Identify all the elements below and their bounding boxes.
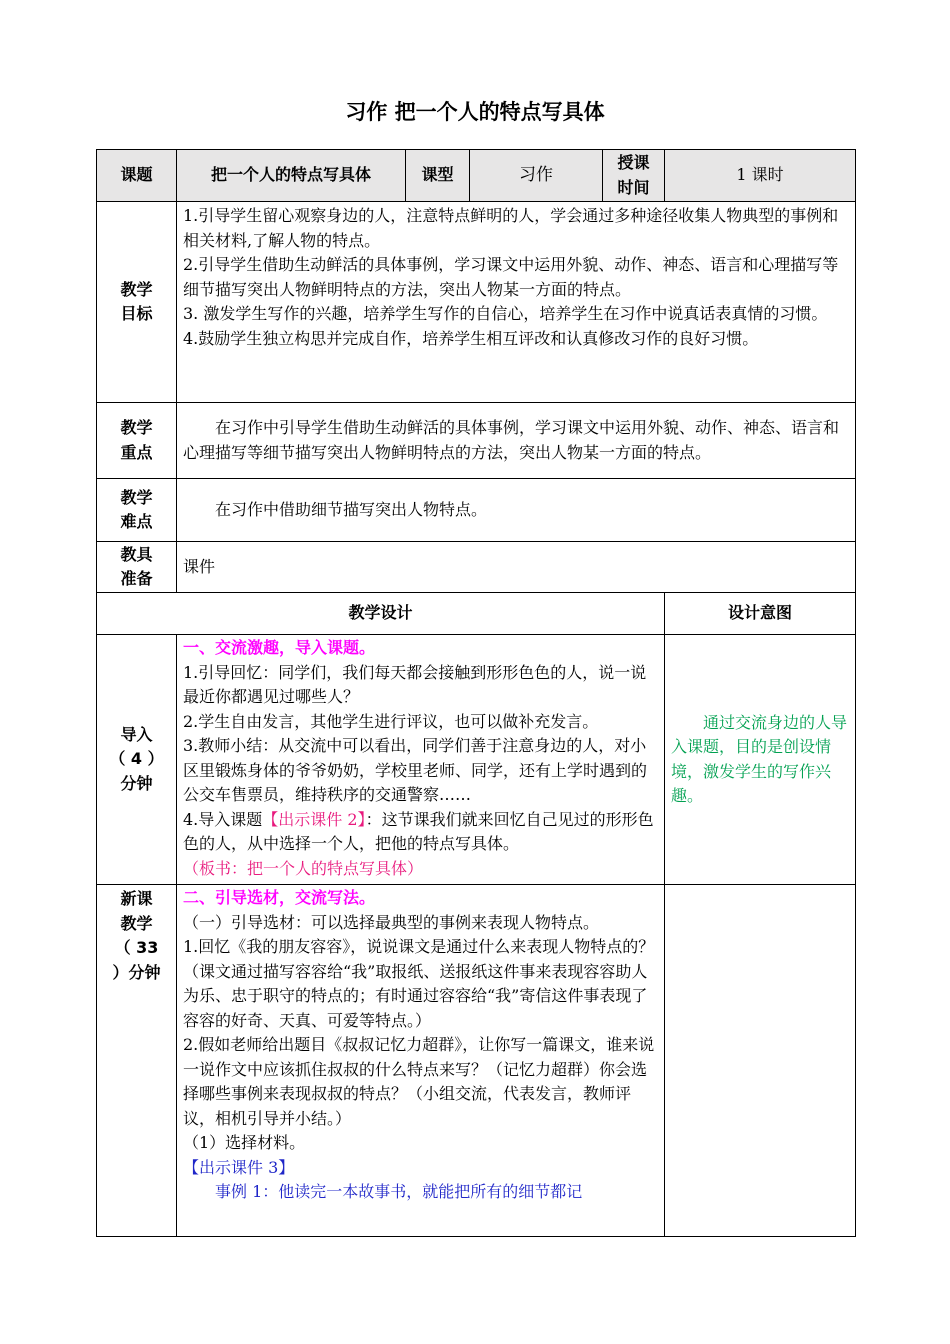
time-value: 1 课时 xyxy=(665,150,856,202)
topic-value: 把一个人的特点写具体 xyxy=(177,150,406,202)
goal-item: 4.鼓励学生独立构思并完成自作，培养学生相互评改和认真修改习作的良好习惯。 xyxy=(183,328,759,348)
header-row xyxy=(97,150,856,202)
intro-content: 一、交流激趣，导入课题。 1.引导回忆：同学们，我们每天都会接触到形形色色的人，说一说最近你都遇见过哪些人？ 2.学生自由发言，其他学生进行评议，也可以做补充发言。 3.教师小结：从交流中可以看出，同学们善于注意身边的人，对小区里锻炼身体的爷爷奶奶，学校里老师、同学，还有上学时遇到的公交车售票员，维持秩序的交通警察…… 4.导入课题【出示课件 2】：这节课我们就来回忆自己见过的形形色色的人，从中选择一个人，把他的特点写具体。 （板书：把一个人的特点写具体） xyxy=(177,635,665,885)
intent-column-header: 设计意图 xyxy=(665,593,856,635)
type-label: 课型 xyxy=(406,150,470,202)
newlesson-heading: 二、引导选材，交流写法。 xyxy=(183,888,376,907)
board-note: （板书：把一个人的特点写具体） xyxy=(183,858,424,878)
design-header-row xyxy=(97,593,856,635)
courseware-tag: 【出示课件 3】 xyxy=(183,1157,295,1177)
difficulty-row xyxy=(97,479,856,542)
newlesson-intent xyxy=(665,885,856,1237)
tools-content: 课件 xyxy=(177,542,856,593)
newlesson-content: 二、引导选材，交流写法。 （一）引导选材：可以选择最典型的事例来表现人物特点。 1.回忆《我的朋友容容》，说说课文是通过什么来表现人物特点的？（课文通过描写容容给“我”取报纸、送报纸这件事来表现容容助人为乐、忠于职守的特点的；有时通过容容给“我”寄信这件事表现了容容的好奇、天真、可爱等特点。） 2.假如老师给出题目《叔叔记忆力超群》，让你写一篇课文，谁来说一说作文中应该抓住叔叔的什么特点来写？（记忆力超群）你会选择哪些事例来表现叔叔的特点？（小组交流，代表发言，教师评议，相机引导并小结。） （1）选择材料。 【出示课件 3】 事例 1：他读完一本故事书，就能把所有的细节都记 xyxy=(177,885,665,1237)
intro-heading: 一、交流激趣，导入课题。 xyxy=(183,638,376,657)
tools-label: 教具 准备 xyxy=(97,542,177,593)
newlesson-label: 新课 教学 （ 33 ）分钟 xyxy=(97,885,177,1237)
newlesson-row xyxy=(97,885,856,1237)
type-value: 习作 xyxy=(470,150,603,202)
goal-item: 3. 激发学生写作的兴趣，培养学生写作的自信心，培养学生在习作中说真话表真情的习惯。 xyxy=(183,304,828,323)
difficulty-label: 教学 难点 xyxy=(97,479,177,542)
focus-label: 教学 重点 xyxy=(97,403,177,479)
focus-content: 在习作中引导学生借助生动鲜活的具体事例，学习课文中运用外貌、动作、神态、语言和心理描写等细节描写突出人物鲜明特点的方法，突出人物某一方面的特点。 xyxy=(177,403,856,479)
design-column-header: 教学设计 xyxy=(97,593,665,635)
goals-row xyxy=(97,202,856,403)
lesson-plan-table xyxy=(96,149,856,1237)
tools-row xyxy=(97,542,856,593)
goals-content xyxy=(177,202,856,403)
intro-label: 导入 （ 4 ） 分钟 xyxy=(97,635,177,885)
topic-label: 课题 xyxy=(97,150,177,202)
intro-row xyxy=(97,635,856,885)
goal-item: 2.引导学生借助生动鲜活的具体事例，学习课文中运用外貌、动作、神态、语言和心理描写等细节描写突出人物鲜明特点的方法，突出人物某一方面的特点。 xyxy=(183,255,839,299)
page-title: 习作 把一个人的特点写具体 xyxy=(345,100,605,124)
goals-label: 教学 目标 xyxy=(97,202,177,403)
courseware-tag: 【出示课件 2】 xyxy=(262,809,366,829)
goal-item: 1.引导学生留心观察身边的人，注意特点鲜明的人，学会通过多种途径收集人物典型的事例和相关材料,了解人物的特点。 xyxy=(183,206,839,250)
focus-row xyxy=(97,403,856,479)
time-label: 授课 时间 xyxy=(603,150,665,202)
intro-intent: 通过交流身边的人导入课题，目的是创设情境，激发学生的写作兴趣。 xyxy=(665,635,856,885)
difficulty-content: 在习作中借助细节描写突出人物特点。 xyxy=(177,479,856,542)
